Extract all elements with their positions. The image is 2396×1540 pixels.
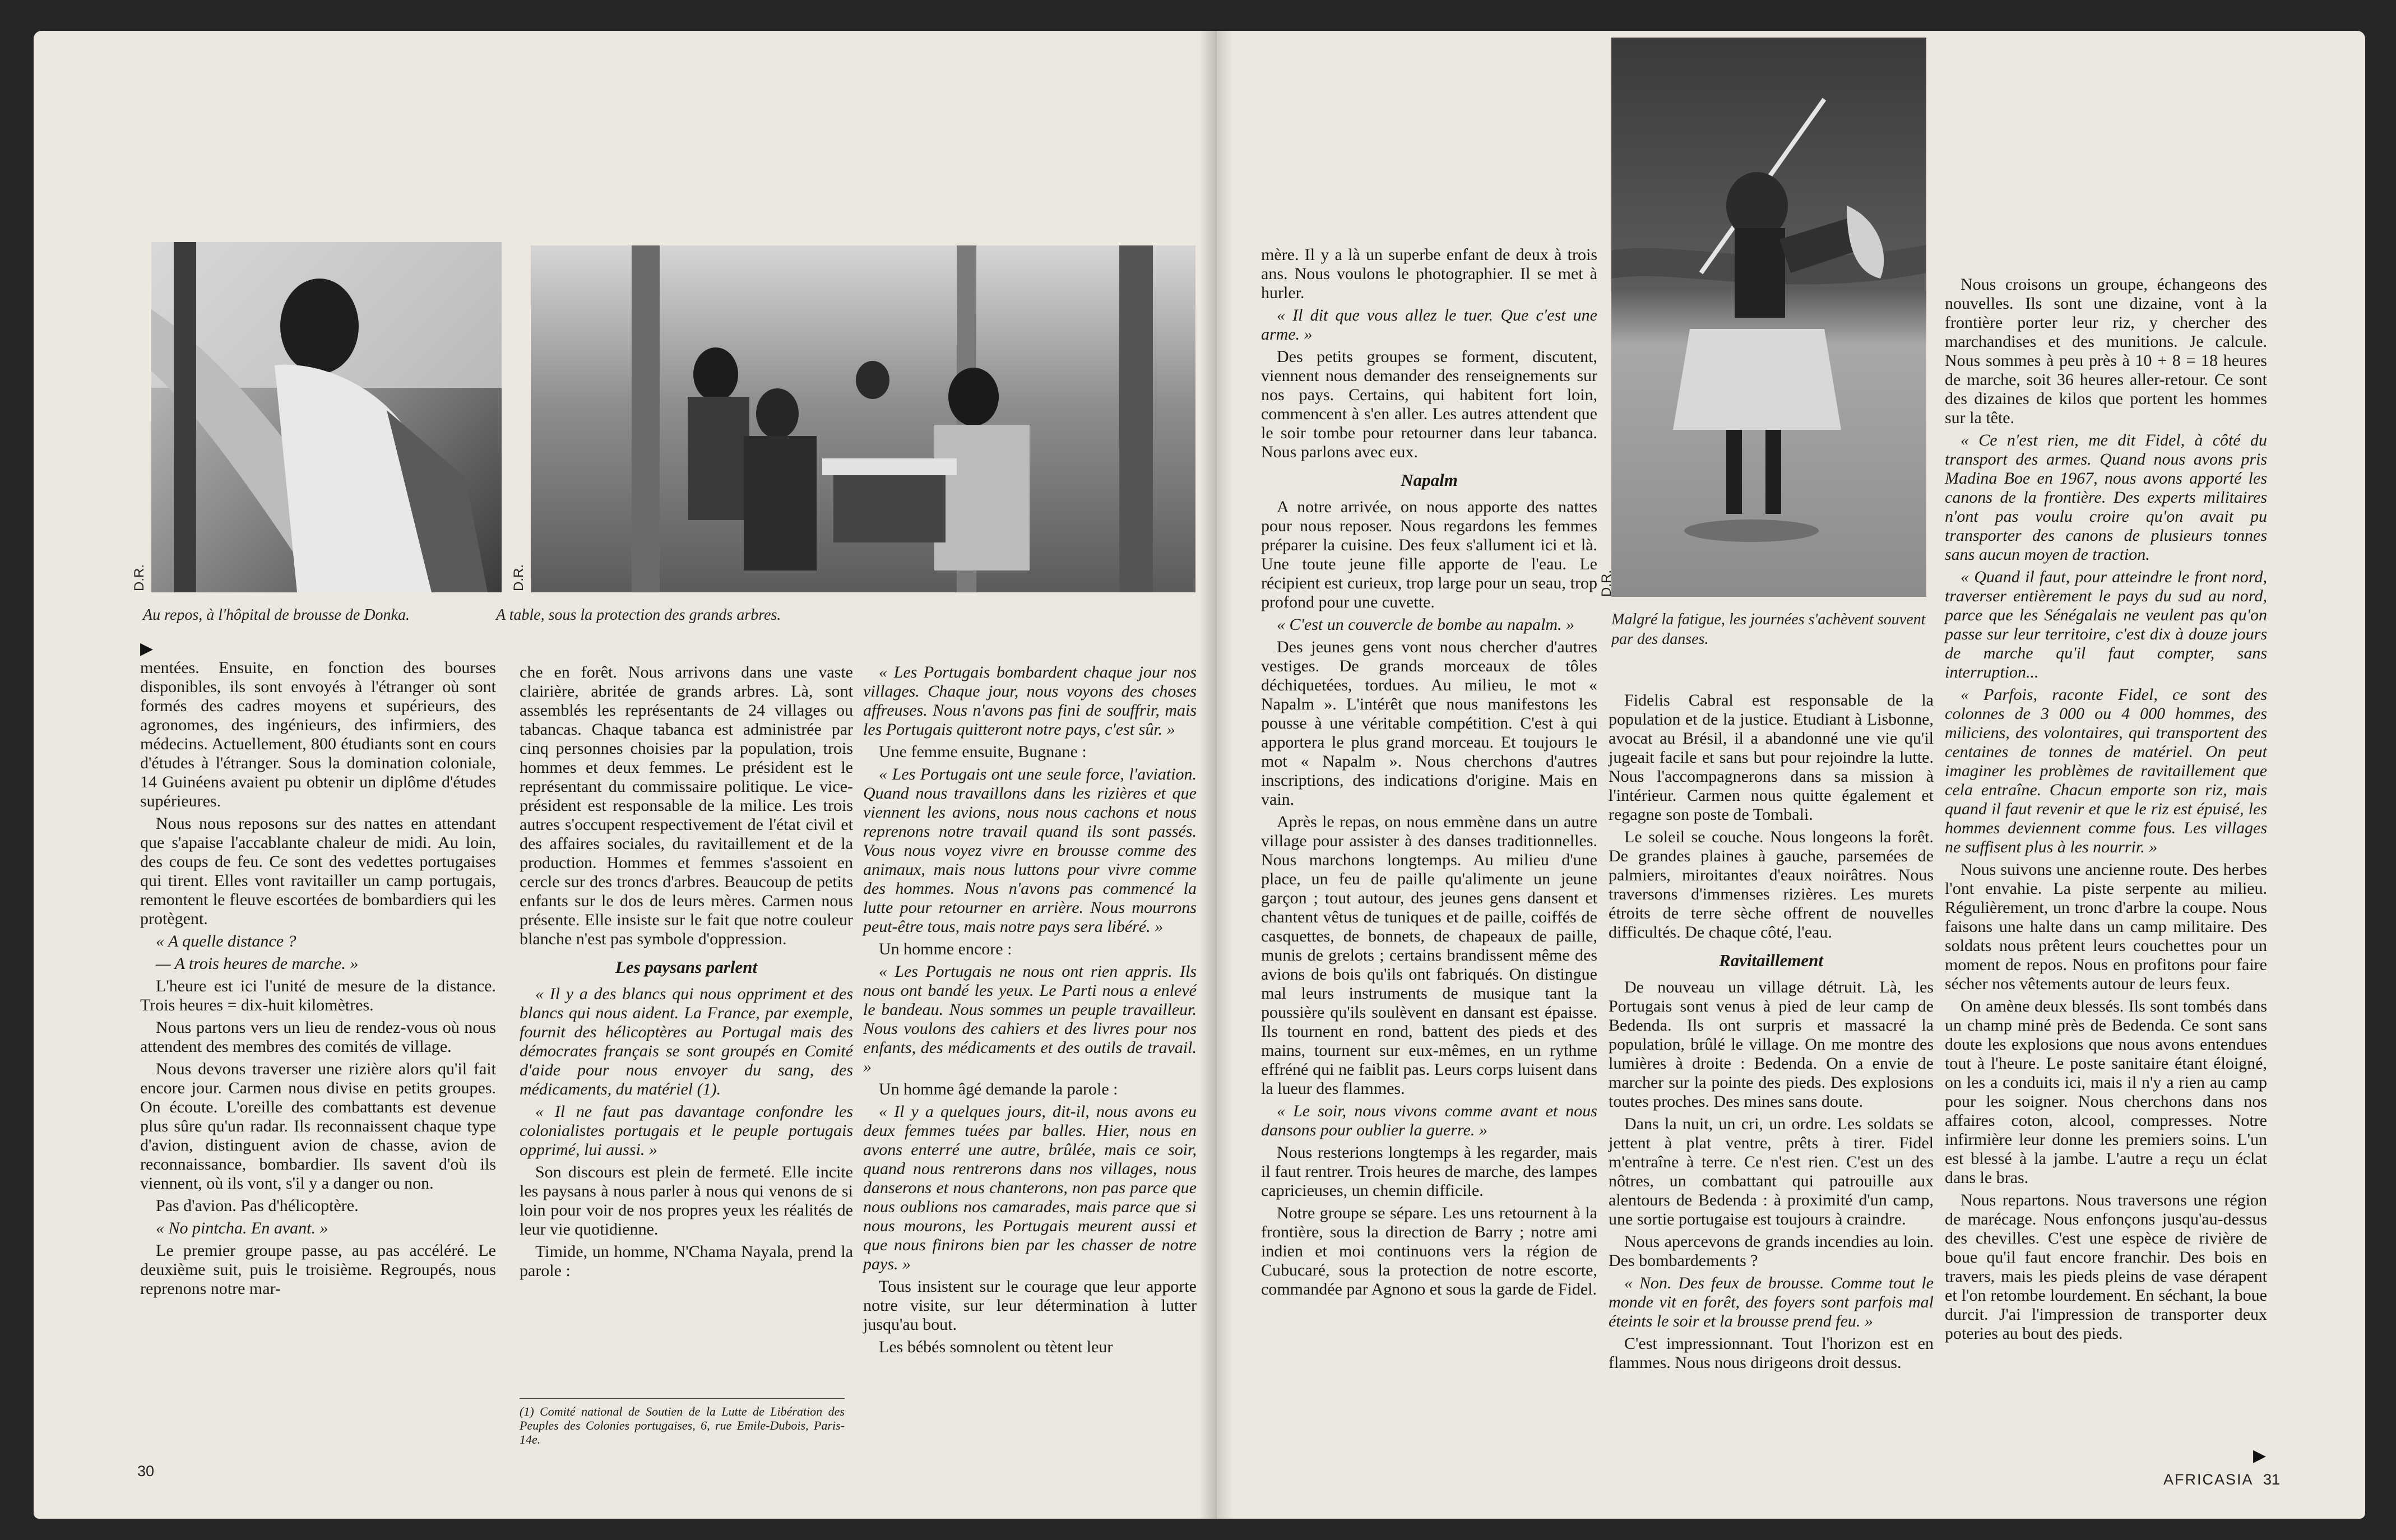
page-number-right: 31 — [2263, 1471, 2281, 1488]
paragraph: « Les Portugais ne nous ont rien appris. Ils nous ont bandé les yeux. Le Parti nous a enlevé le bandeau. Nous sommes un peuple travailleur. Nous voulons des cahiers et des livres pour nos enfants, des médicaments et des outils de travail. » — [863, 962, 1197, 1076]
paragraph: « Il dit que vous allez le tuer. Que c'est une arme. » — [1261, 306, 1597, 344]
paragraph: mentées. Ensuite, en fonction des bourses disponibles, ils sont envoyés à l'étranger où sont formés des cadres moyens et supérieurs, des agronomes, des ingénieurs, des infirmiers, des médecins. Actuellement, 800 étudiants sont en cours d'études à l'étranger. Sous la domination coloniale, 14 Guinéens avaient pu obtenir un diplôme d'études supérieures. — [140, 658, 496, 810]
section-heading-paysans: Les paysans parlent — [615, 957, 758, 977]
section-heading-ravitaillement: Ravitaillement — [1719, 950, 1823, 970]
left-page — [34, 31, 1216, 1519]
right-page — [1216, 31, 2365, 1519]
paragraph: Nous repartons. Nous traversons une région de marécage. Nous enfonçons jusqu'au-dessus des chevilles. C'est une espèce de rivière de boue qu'il faut encore franchir. Des bois en travers, mais les pieds pleins de vase dérapent et l'on retombe lourdement. En séchant, la boue durcit. J'ai l'impression de transporter deux poteries au bout des pieds. — [1945, 1191, 2267, 1343]
photo-caption-1: Au repos, à l'hôpital de brousse de Donka. — [143, 606, 410, 624]
paragraph: Des petits groupes se forment, discutent, viennent nous demander des renseignements sur nos pays. Certains, qui habitent fort loin, commencent à s'en aller. Les autres attendent que le soir tombe pour retourner dans leur tabanca. Nous parlons avec eux. — [1261, 347, 1597, 461]
photo-table-image — [531, 245, 1195, 592]
photo-table — [531, 245, 1195, 592]
paragraph: mère. Il y a là un superbe enfant de deux à trois ans. Nous voulons le photographier. Il se met à hurler. — [1261, 245, 1597, 302]
paragraph: « A quelle distance ? — [156, 932, 296, 950]
paragraph: « C'est un couvercle de bombe au napalm. » — [1277, 615, 1575, 634]
paragraph: Dans la nuit, un cri, un ordre. Les soldats se jettent à plat ventre, prêts à tirer. Fidel m'entraîne à terre. Ce n'est rien. C'est un des nôtres, un combattant qui patrouille aux alentours de Bedenda : à proximité d'un camp, une sortie portugaise est toujours à craindre. — [1609, 1115, 1934, 1228]
photo-hammock-image — [151, 242, 502, 592]
paragraph: « Il y a des blancs qui nous oppriment et des blancs qui nous aident. La France, par exemple, fournit des hélicoptères au Portugal mais des démocrates français se sont groupés en Comité d'aide pour nous envoyer du sang, des médicaments, du matériel (1). — [520, 985, 853, 1098]
paragraph: Des jeunes gens vont nous chercher d'autres vestiges. De grands morceaux de tôles déchiquetées, tordues. Au milieu, le mot « Napalm ». L'intérêt que nous manifestons les pousse à une véritable compétition. C'est à qui apportera le plus grand morceau. Et toujours le mot « Napalm ». Nous cherchons d'autres inscriptions, des indications d'origine. Mais en vain. — [1261, 638, 1597, 809]
paragraph: C'est impressionnant. Tout l'horizon est en flammes. Nous nous dirigeons droit dessus. — [1609, 1334, 1934, 1372]
paragraph: Nous devons traverser une rizière alors qu'il fait encore jour. Carmen nous divise en petits groupes. On écoute. L'oreille des combattants est devenue plus sûre qu'un radar. Ils reconnaissent chaque type d'avion, distinguent avion de chasse, avion de reconnaissance, bombardier. Ils savent d'où ils viennent, où ils vont, s'il y a danger ou non. — [140, 1060, 496, 1193]
paragraph: « Quand il faut, pour atteindre le front nord, traverser entièrement le pays du sud au nord, parce que les Sénégalais ne veulent pas qu'on passe sur leur territoire, c'est dix à douze jours de marche qu'il faut compter, sans interruption... — [1945, 568, 2267, 681]
paragraph: « Les Portugais ont une seule force, l'aviation. Quand nous travaillons dans les rizières et que viennent les avions, nous nous cachons et nous reprenons notre travail quand ils sont passés. Vous nous voyez vivre en brousse comme des animaux, mais nous luttons pour vivre comme des hommes. Nous n'avons pas commencé la lutte pour retourner en arrière. Nous mourrons peut-être tous, mais notre pays sera libéré. » — [863, 765, 1197, 936]
paragraph: Nous partons vers un lieu de rendez-vous où nous attendent des membres des comités de village. — [140, 1018, 496, 1056]
journal-name: AFRICASIA — [2163, 1471, 2254, 1488]
paragraph: De nouveau un village détruit. Là, les Portugais sont venus à pied de leur camp de Bedenda. Ils ont surpris et massacré la population, brûlé le village. On me montre des lumières à droite : Bedenda. On a envie de marcher sur la pointe des pieds. Des explosions toutes proches. Des mines sans doute. — [1609, 978, 1934, 1111]
paragraph: Après le repas, on nous emmène dans un autre village pour assister à des danses traditionnelles. Nous marchons longtemps. Au milieu d'une place, un feu de paille qu'alimente un jeune garçon ; tout autour, des jeunes gens dansent et chantent vêtus de tuniques et de paille, coiffés de casquettes, de bonnets, de chapeaux de paille, munis de grelots ; certains brandissent même des avions de bois qu'ils ont fabriqués. On distingue mal leurs instruments de musique tant la poussière qu'ils soulèvent en dansant est épaisse. Ils tournent en rond, battent des pieds et des mains, tournent sur eux-mêmes, en un rythme effréné qui ne faiblit pas. Leurs corps luisent dans la lueur des flammes. — [1261, 813, 1597, 1098]
continuation-arrow-icon: ▶ — [2253, 1446, 2267, 1465]
footnote: (1) Comité national de Soutien de la Lutte de Libération des Peuples des Colonies portugaises, 6, rue Emile-Dubois, Paris-14e. — [520, 1398, 845, 1446]
photo-dance — [1611, 38, 1926, 597]
paragraph: Timide, un homme, N'Chama Nayala, prend la parole : — [520, 1242, 853, 1280]
section-heading-napalm: Napalm — [1401, 470, 1458, 490]
left-column-1 — [140, 658, 496, 1302]
paragraph: Un homme encore : — [879, 940, 1012, 958]
photo-credit-2: D.R. — [511, 564, 526, 591]
paragraph: Les bébés somnolent ou tètent leur — [879, 1338, 1113, 1356]
paragraph: « Le soir, nous vivons comme avant et nous dansons pour oublier la guerre. » — [1261, 1102, 1597, 1139]
page-number-left: 30 — [137, 1463, 155, 1479]
left-column-2 — [520, 663, 853, 1284]
right-column-2 — [1609, 691, 1934, 1376]
paragraph: Fidelis Cabral est responsable de la population et de la justice. Etudiant à Lisbonne, avocat au Brésil, il a abandonné une vie qu'il jugeait facile et sans but pour rejoindre la lutte. Nous l'accompagnerons dans sa mission à l'intérieur. Carmen nous quitte également et regagne son poste de Tombali. — [1609, 691, 1934, 824]
left-column-3 — [863, 663, 1197, 1360]
paragraph: Un homme âgé demande la parole : — [879, 1080, 1118, 1098]
paragraph: Nous apercevons de grands incendies au loin. Des bombardements ? — [1609, 1232, 1934, 1270]
paragraph: Notre groupe se sépare. Les uns retournent à la frontière, sous la direction de Barry ; notre ami indien et moi continuons vers la région de Cubucaré, sous la protection de notre escorte, commandée par Agnono et sous la garde de Fidel. — [1261, 1204, 1597, 1298]
photo-dance-image — [1611, 38, 1926, 597]
photo-caption-2: A table, sous la protection des grands arbres. — [496, 606, 781, 624]
paragraph: « Ce n'est rien, me dit Fidel, à côté du transport des armes. Quand nous avons pris Madina Boe en 1967, nous avons apporté les canons de la frontière. Des experts militaires n'ont pas voulu croire qu'on avait pu transporter des canons de plusieurs tonnes sans aucun moyen de traction. — [1945, 431, 2267, 564]
continuation-arrow-icon: ▶ — [140, 639, 154, 658]
paragraph: « No pintcha. En avant. » — [156, 1219, 328, 1237]
paragraph: Le premier groupe passe, au pas accéléré. Le deuxième suit, puis le troisième. Regroupés, nous reprenons notre mar- — [140, 1241, 496, 1298]
paragraph: Nous resterions longtemps à les regarder, mais il faut rentrer. Trois heures de marche, des lampes capricieuses, un chemin difficile. — [1261, 1143, 1597, 1200]
photo-caption-3: Malgré la fatigue, les journées s'achèvent souvent par des danses. — [1611, 611, 1926, 648]
paragraph: A notre arrivée, on nous apporte des nattes pour nous reposer. Nous regardons les femmes préparer la cuisine. Des feux s'allument ici et là. Une toute jeune fille apporte de l'eau. Le récipient est curieux, trop large pour un seau, trop profond pour une cuvette. — [1261, 498, 1597, 611]
photo-hammock — [151, 242, 502, 592]
paragraph: Nous suivons une ancienne route. Des herbes l'ont envahie. La piste serpente au milieu. Régulièrement, un tronc d'arbre la coupe. Nous faisons une halte dans un camp militaire. Des soldats nous prêtent leurs couchettes pour un moment de repos. Nous en profitons pour faire sécher nos vêtements autour de leurs feux. — [1945, 860, 2267, 993]
paragraph: Tous insistent sur le courage que leur apporte notre visite, sur leur détermination à lutter jusqu'au bout. — [863, 1277, 1197, 1334]
paragraph: Nous nous reposons sur des nattes en attendant que s'apaise l'accablante chaleur de midi. Au loin, des coups de feu. Ce sont des vedettes portugaises qui tirent. Elles vont ravitailler un camp portugais, remontent le fleuve escortées de bombardiers qui les protègent. — [140, 814, 496, 928]
right-column-1 — [1261, 245, 1597, 1302]
paragraph: « Les Portugais bombardent chaque jour nos villages. Chaque jour, nous voyons des choses affreuses. Nous n'avons pas fini de souffrir, mais les Portugais quitteront notre pays, c'est sûr. » — [863, 663, 1197, 739]
paragraph: Son discours est plein de fermeté. Elle incite les paysans à nous parler à nous qui venons de si loin pour voir de nos propres yeux les réalités de leur vie quotidienne. — [520, 1163, 853, 1239]
paragraph: « Non. Des feux de brousse. Comme tout le monde vit en forêt, des foyers sont parfois mal éteints le soir et la brousse prend feu. » — [1609, 1274, 1934, 1330]
paragraph: Une femme ensuite, Bugnane : — [879, 743, 1087, 761]
paragraph: — A trois heures de marche. » — [156, 954, 359, 973]
book-gutter — [1199, 31, 1233, 1519]
photo-credit-1: D.R. — [132, 564, 147, 591]
paragraph: « Il ne faut pas davantage confondre les colonialistes portugais et le peuple portugais opprimé, lui aussi. » — [520, 1102, 853, 1159]
paragraph: L'heure est ici l'unité de mesure de la distance. Trois heures = dix-huit kilomètres. — [140, 977, 496, 1014]
paragraph: Le soleil se couche. Nous longeons la forêt. De grandes plaines à gauche, parsemées de palmiers, miroitantes d'eaux noirâtres. Nous traversons d'immenses rizières. Les murets étroits de terre sèche offrent de nouvelles difficultés. De chaque côté, l'eau. — [1609, 828, 1934, 941]
paragraph: Nous croisons un groupe, échangeons des nouvelles. Ils sont une dizaine, vont à la frontière porter leur riz, y chercher des marchandises et des munitions. Je calcule. Nous sommes à peu près à 10 + 8 = 18 heures de marche, soit 36 heures aller-retour. Ce sont des dizaines de kilos que portent les hommes sur la tête. — [1945, 275, 2267, 427]
paragraph: che en forêt. Nous arrivons dans une vaste clairière, abritée de grands arbres. Là, sont assemblés les représentants de 24 villages ou tabancas. Chaque tabanca est administrée par cinq personnes choisies par la population, trois hommes et deux femmes. Le président est le représentant du commissaire politique. Le vice-président est responsable de la milice. Les trois autres s'occupent respectivement de l'état civil et des affaires sociales, du ravitaillement et de la production. Hommes et femmes s'assoient en cercle sur des troncs d'arbres. Beaucoup de petits enfants sur le dos de leurs mères. Carmen nous présente. Elle insiste sur le fait que notre couleur blanche n'est pas symbole d'oppression. — [520, 663, 853, 948]
paragraph: « Il y a quelques jours, dit-il, nous avons eu deux femmes tuées par balles. Hier, nous en avons enterré une autre, brûlée, mais ce soir, quand nous rentrerons dans nos villages, nous danserons et nous chanterons, non pas parce que nous oublions nos camarades, mais parce que si nous mourons, les Portugais meurent aussi et que nous finirons bien par les chasser de notre pays. » — [863, 1102, 1197, 1273]
paragraph: Pas d'avion. Pas d'hélicoptère. — [156, 1196, 359, 1215]
right-column-3 — [1945, 275, 2267, 1347]
paragraph: On amène deux blessés. Ils sont tombés dans un champ miné près de Bedenda. Ce sont sans doute les explosions que nous avons entendues tout à l'heure. Le poste sanitaire étant éloigné, on les a conduits ici, mais il n'y a rien au camp pour les soigner. Nous cherchons dans nos affaires coton, alcool, compresses. Notre infirmière leur donne les premiers soins. L'un est blessé à la jambe. L'autre a reçu un éclat dans le bras. — [1945, 997, 2267, 1187]
photo-credit-3: D.R. — [1599, 570, 1614, 597]
paragraph: « Parfois, raconte Fidel, ce sont des colonnes de 3 000 ou 4 000 hommes, des miliciens, des volontaires, qui transportent des centaines de tonnes de matériel. On peut imaginer les problèmes de ravitaillement que cela entraîne. Chacun emporte son riz, mais quand il faut revenir et que le riz est épuisé, les hommes deviennent comme fous. Les villages ne suffisent plus à les nourrir. » — [1945, 685, 2267, 856]
